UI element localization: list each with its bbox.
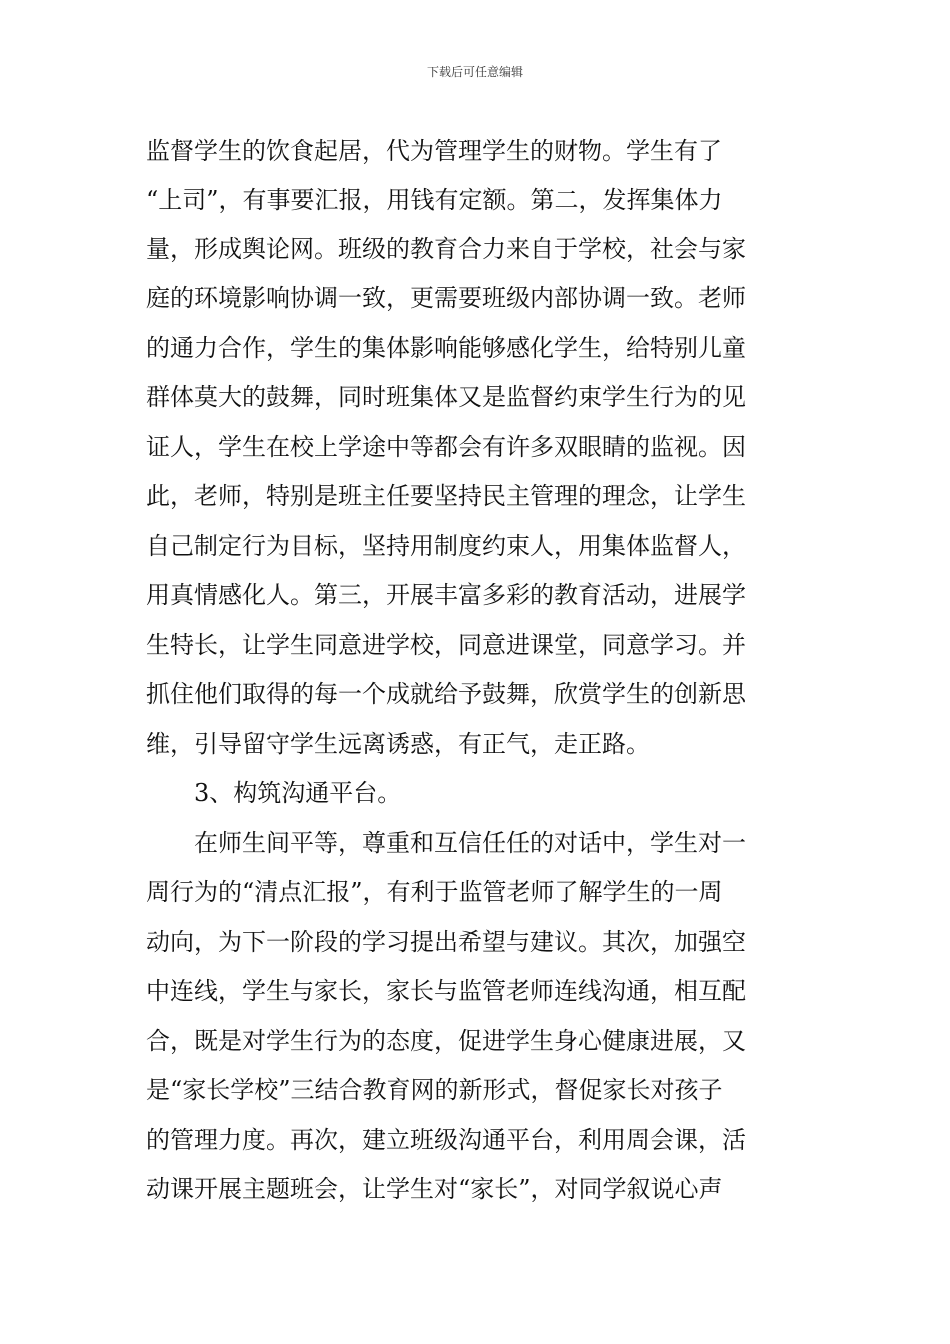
body-line-16: 周行为的“清点汇报”，有利于监管老师了解学生的一周 <box>146 878 723 906</box>
body-line-7: 证人，学生在校上学途中等都会有许多双眼睛的监视。因 <box>146 433 746 461</box>
body-line-10: 用真情感化人。第三，开展丰富多彩的教育活动，进展学 <box>146 581 746 609</box>
body-line-6: 群体莫大的鼓舞，同时班集体又是监督约束学生行为的见 <box>146 383 746 411</box>
body-line-2: “上司”，有事要汇报，用钱有定额。第二，发挥集体力 <box>146 186 723 214</box>
body-line-19: 合，既是对学生行为的态度，促进学生身心健康进展，又 <box>146 1027 746 1055</box>
body-line-12: 抓住他们取得的每一个成就给予鼓舞，欣赏学生的创新思 <box>146 680 746 708</box>
body-line-18: 中连线，学生与家长，家长与监管老师连线沟通，相互配 <box>146 977 746 1005</box>
body-line-3: 量，形成舆论网。班级的教育合力来自于学校，社会与家 <box>146 235 746 263</box>
body-line-15: 在师生间平等，尊重和互信任任的对话中，学生对一 <box>194 829 746 857</box>
body-line-20: 是“家长学校”三结合教育网的新形式，督促家长对孩子 <box>146 1076 723 1104</box>
body-line-17: 动向，为下一阶段的学习提出希望与建议。其次，加强空 <box>146 928 746 956</box>
body-line-22: 动课开展主题班会，让学生对“家长”，对同学叙说心声 <box>146 1175 723 1203</box>
body-line-4: 庭的环境影响协调一致，更需要班级内部协调一致。老师 <box>146 284 746 312</box>
section-heading: 3、构筑沟通平台。 <box>194 779 402 807</box>
body-line-1: 监督学生的饮食起居，代为管理学生的财物。学生有了 <box>146 137 722 165</box>
body-line-5: 的通力合作，学生的集体影响能够感化学生，给特别儿童 <box>146 334 746 362</box>
body-line-8: 此，老师，特别是班主任要坚持民主管理的理念，让学生 <box>146 482 746 510</box>
page-header: 下载后可任意编辑 <box>426 65 523 79</box>
body-line-9: 自己制定行为目标，坚持用制度约束人，用集体监督人， <box>146 532 746 560</box>
body-line-21: 的管理力度。再次，建立班级沟通平台，利用周会课，活 <box>146 1126 746 1154</box>
body-line-11: 生特长，让学生同意进学校，同意进课堂，同意学习。并 <box>146 631 746 659</box>
body-line-13: 维，引导留守学生远离诱惑，有正气，走正路。 <box>146 730 650 758</box>
